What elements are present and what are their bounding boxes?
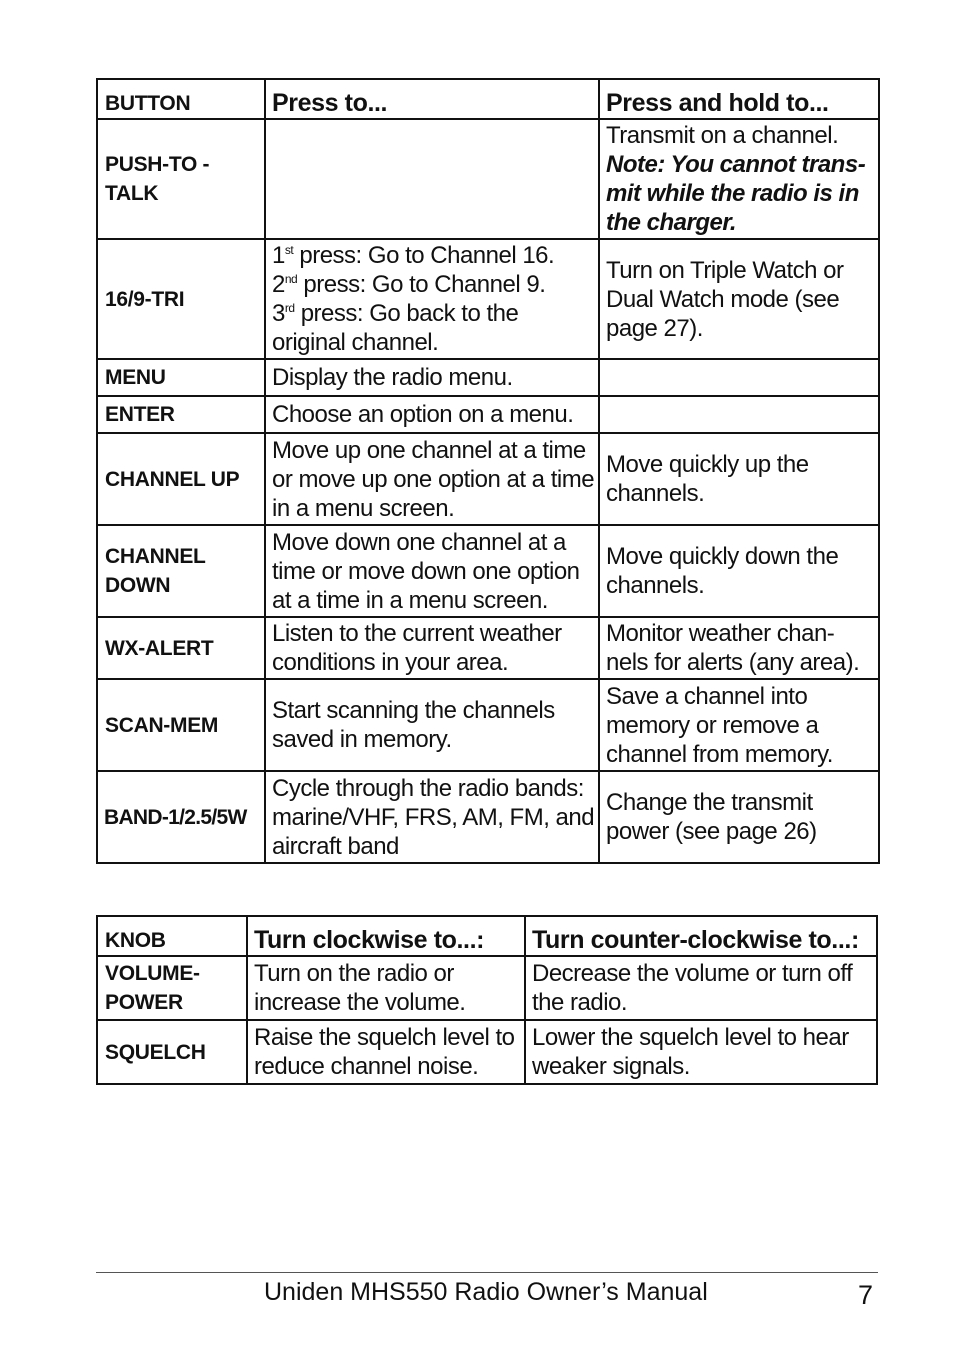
press-action: Move down one channel at a time or move down one option at a time in a menu screen. [265,525,599,617]
button-name-line: PUSH-TO - [105,153,210,176]
hold-line: Monitor weather chan- [606,620,835,647]
hold-action [599,119,879,239]
footer-title: Uniden MHS550 Radio Owner’s Manual [264,1278,708,1306]
press-action [265,119,599,239]
knob-name-line: POWER [105,991,183,1014]
press-action: Display the radio menu. [265,359,599,396]
table-row [97,396,879,433]
button-name: MENU [97,359,265,396]
button-name: CHANNEL UP [97,433,265,525]
footer-divider [96,1272,878,1273]
table-row [97,525,879,617]
table-header-row [97,79,879,119]
table-row [97,617,879,679]
knob-name [97,956,247,1020]
hold-action: Turn on Triple Watch or Dual Watch mode (see page 27). [599,239,879,359]
table-row [97,956,877,1020]
header-clockwise: Turn clockwise to...: [247,916,525,956]
press-line: 2nd press: Go to Channel 9. [272,271,546,298]
table-row [97,771,879,863]
button-name: ENTER [97,396,265,433]
hold-action-text: Transmit on a channel. [606,122,839,149]
note-line: mit while the radio is in [606,180,859,207]
counter-clockwise-action: Decrease the volume or turn off the radio. [525,956,877,1020]
hold-action: Change the transmit power (see page 26) [599,771,879,863]
table-row [97,359,879,396]
press-action: Cycle through the radio bands: marine/VHF, FRS, AM, FM, and aircraft band [265,771,599,863]
header-press: Press to... [265,79,599,119]
header-knob: KNOB [97,916,247,956]
button-name: 16/9-TRI [97,239,265,359]
hold-action [599,396,879,433]
table-row [97,119,879,239]
press-action: Move up one channel at a time or move up one option at a time in a menu screen. [265,433,599,525]
button-name: CHANNEL DOWN [97,525,265,617]
header-hold: Press and hold to... [599,79,879,119]
counter-clockwise-action: Lower the squelch level to hear weaker signals. [525,1020,877,1084]
button-name [97,119,265,239]
hold-action [599,359,879,396]
press-action [265,239,599,359]
button-name-line: TALK [105,182,159,205]
page-number: 7 [858,1280,874,1310]
press-action: Choose an option on a menu. [265,396,599,433]
hold-line: nels for alerts (any area). [606,649,860,676]
hold-action [599,617,879,679]
knob-name-line: VOLUME- [105,962,200,985]
hold-action: Move quickly down the channels. [599,525,879,617]
clockwise-action: Raise the squelch level to reduce channel noise. [247,1020,525,1084]
hold-action: Move quickly up the channels. [599,433,879,525]
knob-name: SQUELCH [97,1020,247,1084]
table-header-row [97,916,877,956]
table-row [97,679,879,771]
button-name: WX-ALERT [97,617,265,679]
button-name: BAND-1/2.5/5W [97,771,265,863]
button-name: SCAN-MEM [97,679,265,771]
press-action: Listen to the current weather conditions in your area. [265,617,599,679]
press-line: 3rd press: Go back to the original channel. [272,300,519,356]
table-row [97,433,879,525]
clockwise-action: Turn on the radio or increase the volume. [247,956,525,1020]
press-line: 1st press: Go to Channel 16. [272,242,555,269]
knobs-table [96,915,878,1085]
header-button: BUTTON [97,79,265,119]
press-action: Start scanning the channels saved in memory. [265,679,599,771]
header-counter-clockwise: Turn counter-clockwise to...: [525,916,877,956]
note-line: Note: You cannot trans- [606,151,866,178]
hold-action: Save a channel into memory or remove a channel from memory. [599,679,879,771]
note-line: the charger. [606,209,737,236]
table-row [97,239,879,359]
table-row [97,1020,877,1084]
buttons-table [96,78,880,864]
